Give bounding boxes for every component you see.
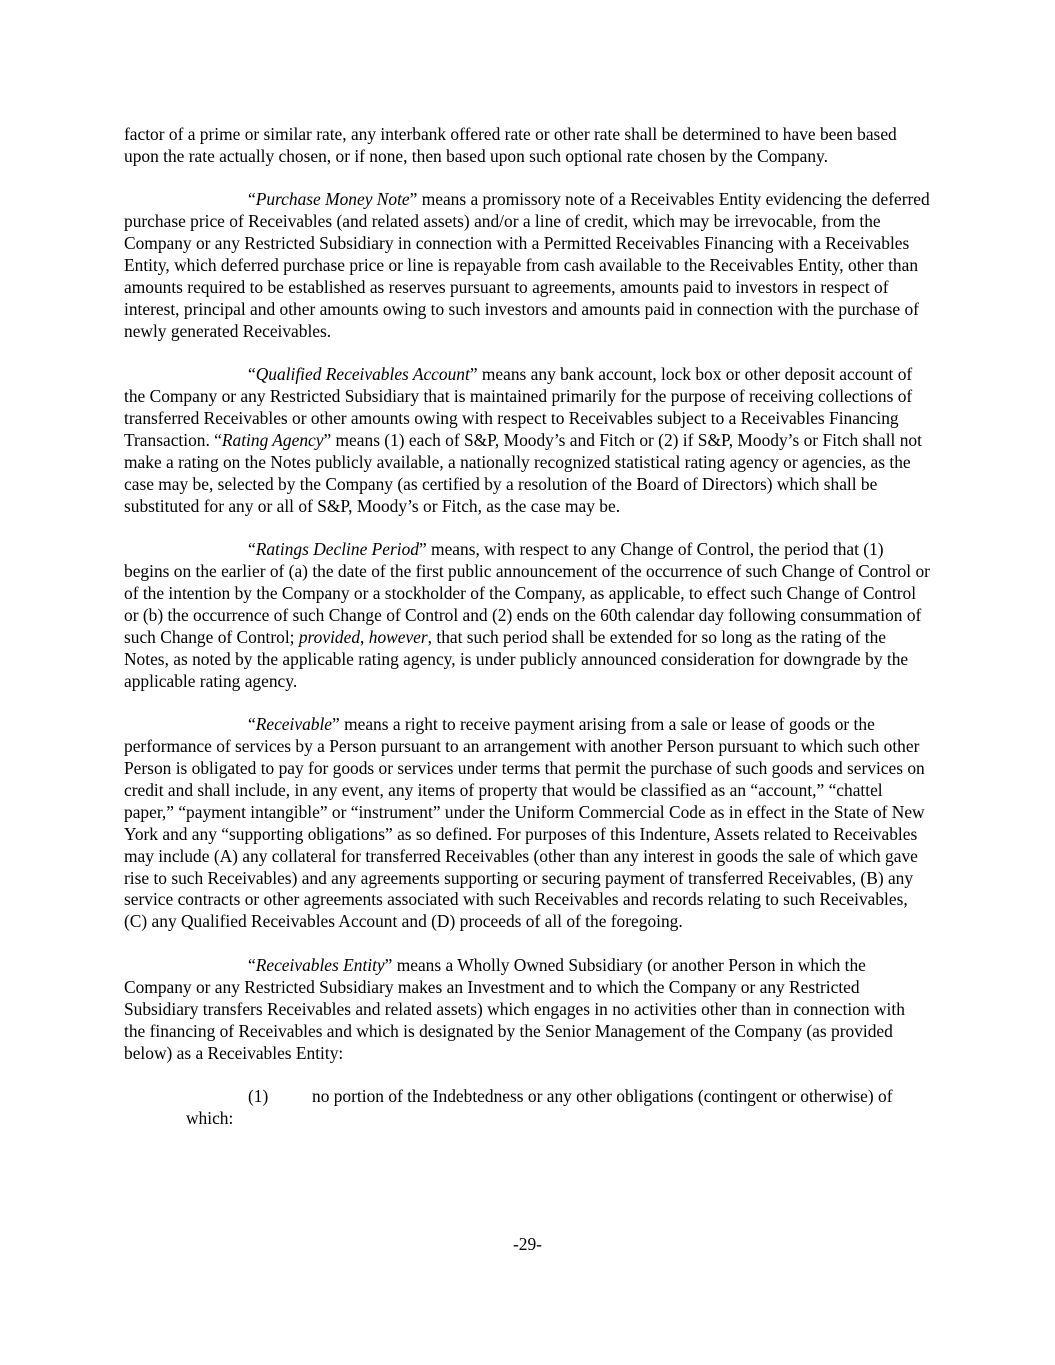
definition-ratings-decline-period <box>124 539 930 692</box>
defined-term: Ratings Decline Period <box>255 539 419 560</box>
definition-qualified-receivables-account <box>124 364 930 517</box>
open-quote: “ <box>248 364 256 385</box>
paragraph-text: factor of a prime or similar rate, any interbank offered rate or other rate shall be determined to have been based upon the rate actually chosen, or if none, then based upon such optional rate chosen by the Company. <box>124 124 897 166</box>
defined-term: Receivables Entity <box>255 954 385 975</box>
definition-purchase-money-note <box>124 189 930 342</box>
list-item-text: no portion of the Indebtedness or any other obligations (contingent or otherwise) of which: <box>186 1086 893 1128</box>
definition-receivables-entity <box>124 955 930 1065</box>
document-page <box>124 124 930 1130</box>
definition-text-continued: , that such period shall be extended for so long as the rating of the Notes, as noted by the applicable rating agency, is under publicly announced consideration for downgrade by the applicable rating agency. <box>124 626 909 691</box>
list-item-1 <box>124 1086 930 1130</box>
paragraph-continuation <box>124 124 930 168</box>
open-quote: “ <box>248 189 256 210</box>
defined-term: Qualified Receivables Account <box>255 364 470 385</box>
list-item-number: (1) <box>248 1086 269 1106</box>
italic-provided: provided <box>298 626 361 647</box>
page-number: -29- <box>513 1234 542 1254</box>
open-quote: “ <box>248 954 256 975</box>
definition-text: ” means a Wholly Owned Subsidiary (or another Person in which the Company or any Restricted Subsidiary makes an Investment and to which the Company or any Restricted Subsidiary transfers Receivables and related assets) which engages in no activities other than in connection with the financing of Receivables and which is designated by the Senior Management of the Company (as provided below) as a Receivables Entity: <box>124 954 905 1063</box>
definition-text: ” means a promissory note of a Receivables Entity evidencing the deferred purchase price of Receivables (and related assets) and/or a line of credit, which may be irrevocable, from the Company or any Restricted Subsidiary in connection with a Permitted Receivables Financing with a Receivables Entity, which deferred purchase price or line is repayable from cash available to the Receivables Entity, other than amounts required to be established as reserves pursuant to agreements, amounts paid to investors in respect of interest, principal and other amounts owing to such investors and amounts paid in connection with the purchase of newly generated Receivables. <box>124 189 930 341</box>
definition-receivable <box>124 714 930 933</box>
definition-text: ” means a right to receive payment arising from a sale or lease of goods or the performance of services by a Person pursuant to an arrangement with another Person pursuant to which such other Person is obligated to pay for goods or services under terms that permit the purchase of such goods and services on credit and shall include, in any event, any items of property that would be classified as an “account,” “chattel paper,” “payment intangible” or “instrument” under the Uniform Commercial Code as in effect in the State of New York and any “supporting obligations” as so defined. For purposes of this Indenture, Assets related to Receivables may include (A) any collateral for transferred Receivables (other than any interest in goods the sale of which gave rise to such Receivables) and any agreements supporting or securing payment of transferred Receivables, (B) any service contracts or other agreements associated with such Receivables and records relating to such Receivables, (C) any Qualified Receivables Account and (D) proceeds of all of the foregoing. <box>124 714 925 932</box>
italic-however: however <box>368 626 428 647</box>
defined-term: Purchase Money Note <box>255 189 410 210</box>
defined-term: Receivable <box>255 714 333 735</box>
definition-text: ” means, with respect to any Change of Control, the period that (1) begins on the earlier of (a) the date of the first public announcement of the occurrence of such Change of Control or of the intention by the Company or a stockholder of the Company, as applicable, to effect such Change of Control or (b) the occurrence of such Change of Control and (2) ends on the 60th calendar day following consummation of such Change of Control; <box>124 539 930 647</box>
definition-text-rating-agency: ” means (1) each of S&P, Moody’s and Fitch or (2) if S&P, Moody’s or Fitch shall not make a rating on the Notes publicly available, a nationally recognized statistical rating agency or agencies, as the case may be, selected by the Company (as certified by a resolution of the Board of Directors) which shall be substituted for any or all of S&P, Moody’s or Fitch, as the case may be. <box>124 430 922 516</box>
separator: , <box>360 626 369 647</box>
defined-term-rating-agency: Rating Agency <box>221 430 324 451</box>
definition-text: ” means any bank account, lock box or other deposit account of the Company or any Restricted Subsidiary that is maintained primarily for the purpose of receiving collections of transferred Receivables or other amounts owing with respect to Receivables subject to a Receivables Financing Transaction. “ <box>124 364 913 451</box>
open-quote: “ <box>248 539 256 560</box>
open-quote: “ <box>248 714 256 735</box>
